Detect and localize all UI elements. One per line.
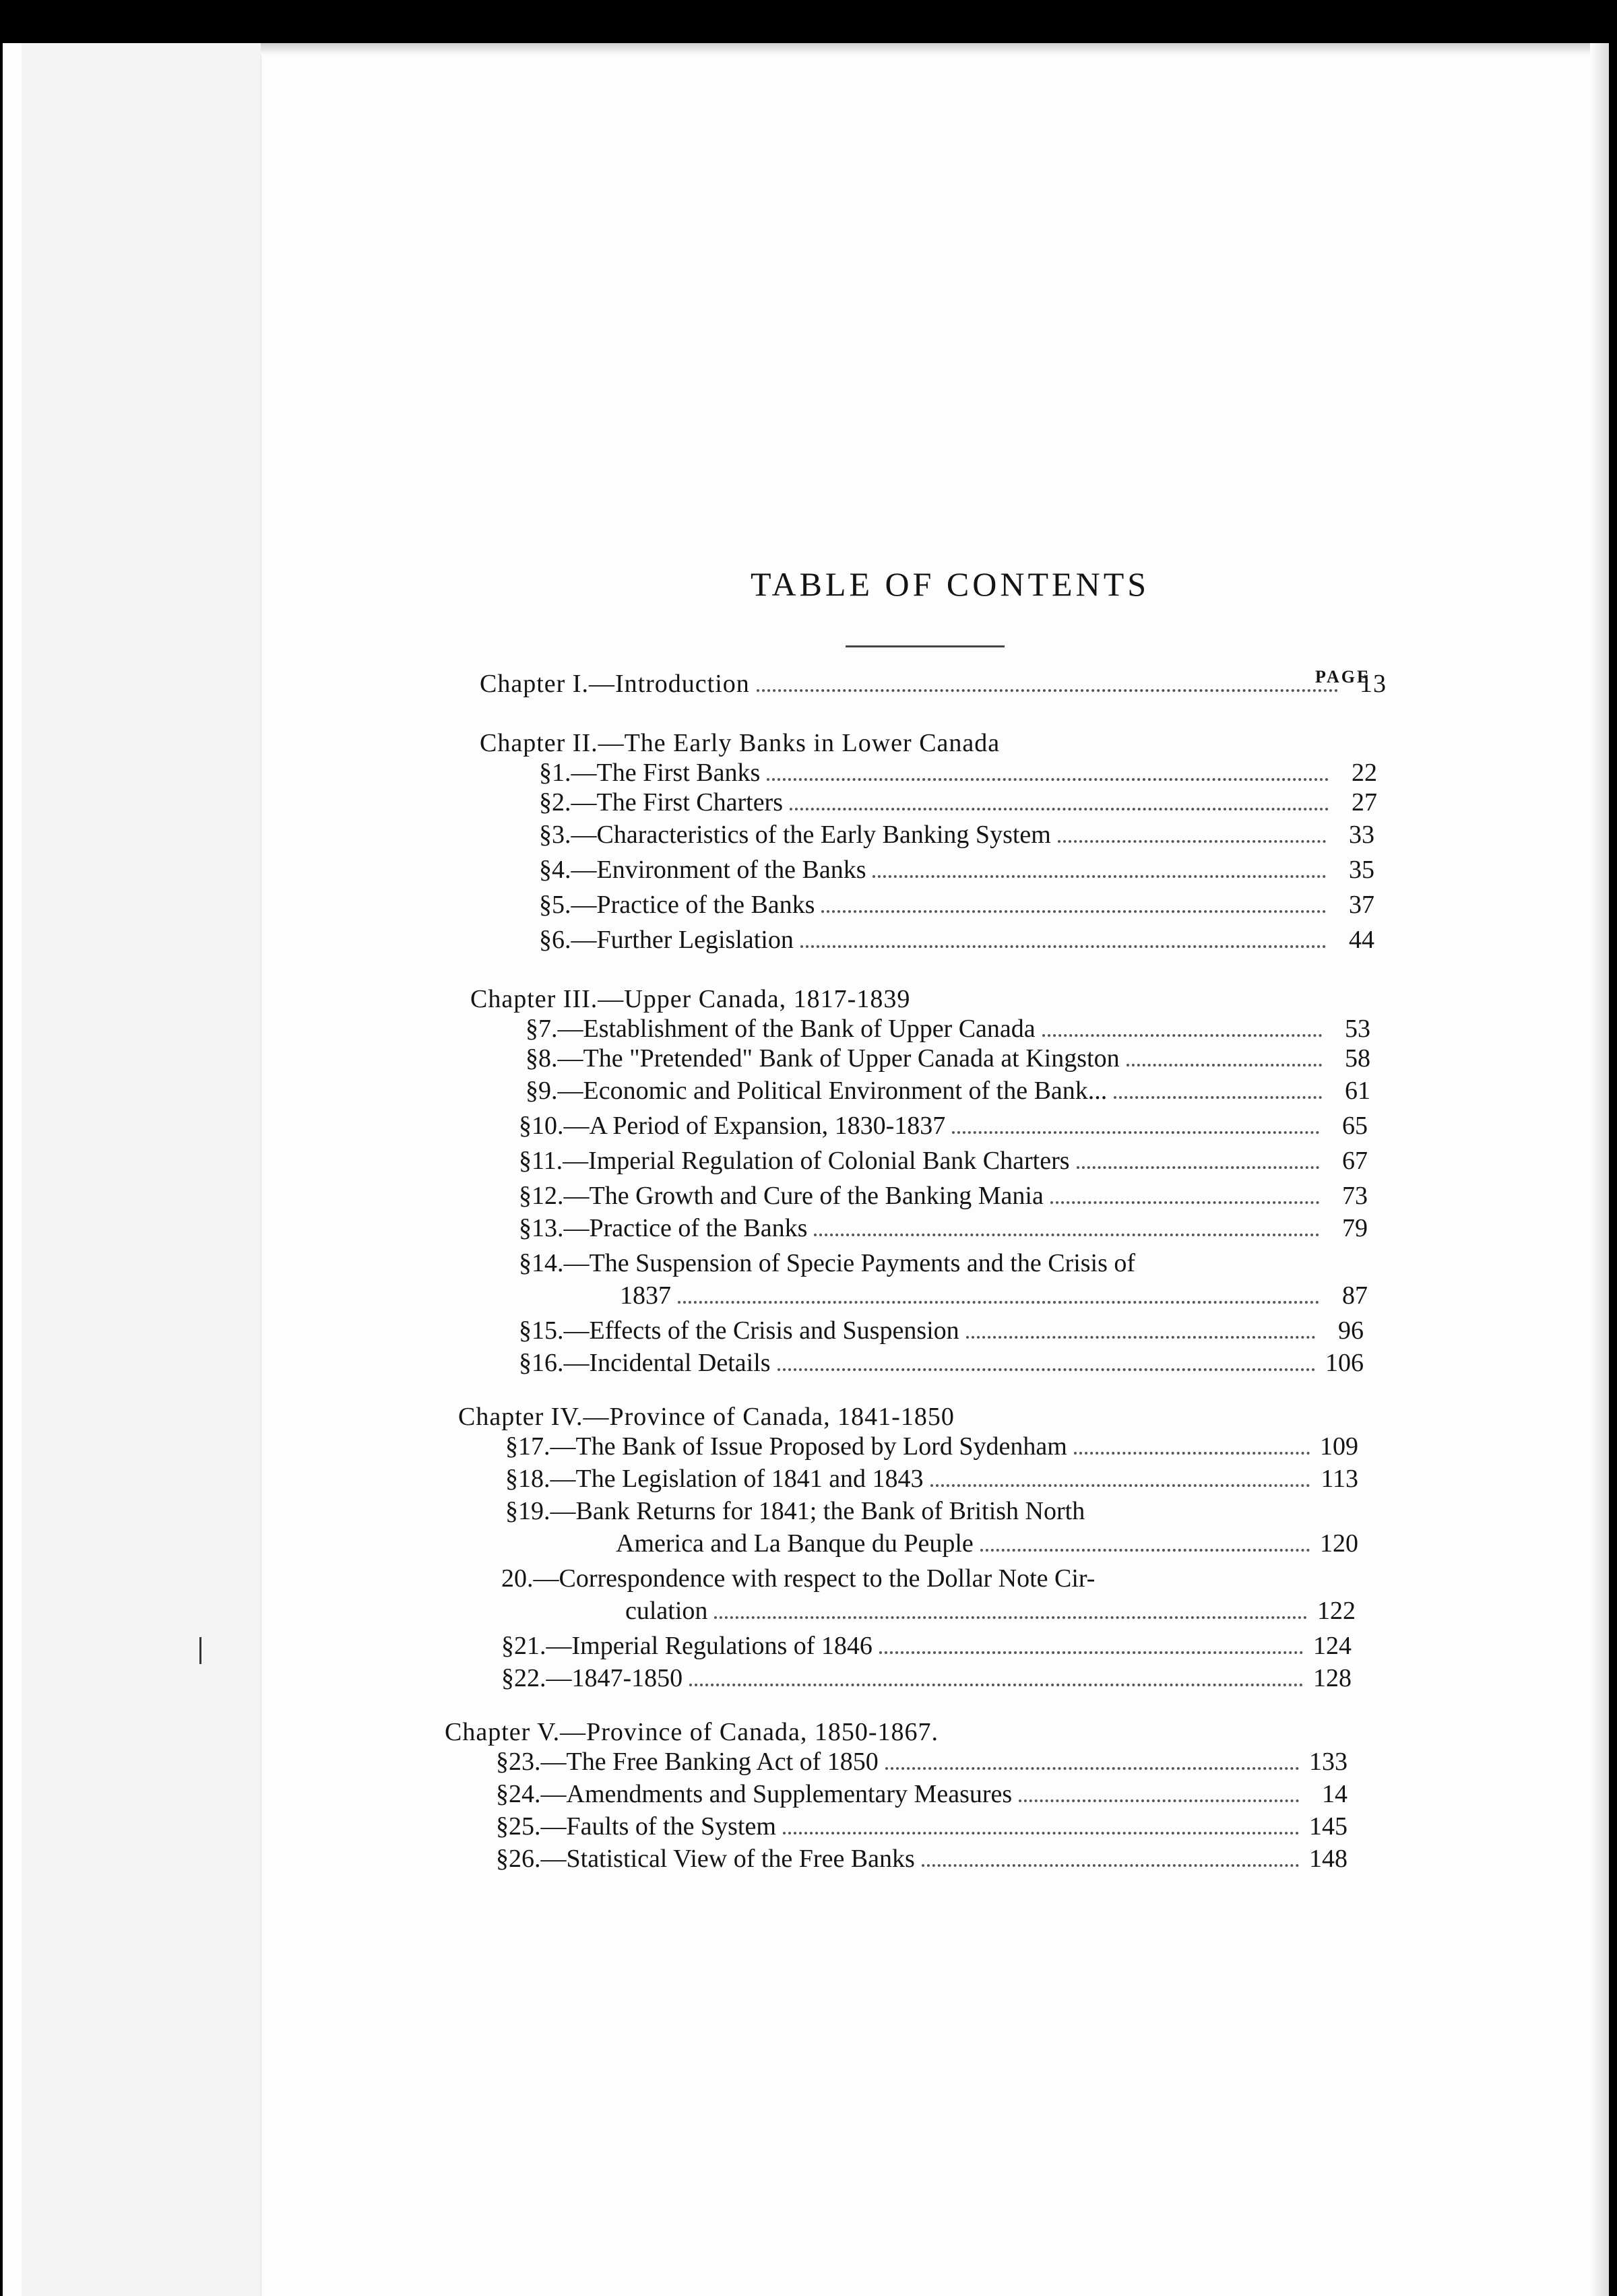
toc-page-number: 87 — [1342, 1281, 1368, 1310]
toc-entry — [526, 1013, 1370, 1044]
toc-entry-label: §17.—The Bank of Issue Proposed by Lord Sydenham — [505, 1432, 1067, 1461]
dot-leader — [1077, 1166, 1319, 1169]
toc-chapter-heading — [480, 668, 1387, 699]
dot-leader — [767, 778, 1329, 781]
toc-entry-label: §15.—Effects of the Crisis and Suspension — [519, 1316, 959, 1345]
toc-entry — [501, 1663, 1352, 1694]
toc-entry-label: §5.—Practice of the Banks — [539, 891, 815, 919]
toc-chapter-heading — [480, 728, 1387, 759]
dot-leader — [1050, 1201, 1319, 1204]
dot-leader — [778, 1368, 1315, 1371]
dot-leader — [922, 1864, 1299, 1867]
toc-page-number: 128 — [1313, 1664, 1352, 1692]
dot-leader — [1042, 1034, 1322, 1037]
toc-entry-label: Chapter V.—Province of Canada, 1850-1867. — [445, 1718, 939, 1746]
toc-entry-label: §8.—The "Pretended" Bank of Upper Canada at Kingston — [526, 1044, 1120, 1073]
toc-page-number: 96 — [1338, 1316, 1364, 1345]
toc-page-number: 122 — [1317, 1597, 1356, 1625]
dot-leader — [1074, 1452, 1310, 1455]
toc-page-number: 14 — [1322, 1780, 1348, 1808]
toc-entry-label: §10.—A Period of Expansion, 1830-1837 — [519, 1112, 946, 1140]
toc-page-number: 120 — [1320, 1529, 1358, 1558]
dot-leader — [678, 1301, 1319, 1304]
dot-leader — [1127, 1064, 1322, 1066]
toc-page-number: 133 — [1309, 1748, 1348, 1776]
toc-page-number: 22 — [1352, 759, 1377, 787]
toc-entry-continuation — [616, 1528, 1358, 1559]
dot-leader — [714, 1616, 1307, 1619]
toc-entry — [505, 1496, 1358, 1527]
dot-leader — [873, 875, 1326, 878]
toc-page-number: 65 — [1342, 1112, 1368, 1140]
toc-entry-continuation — [620, 1280, 1368, 1311]
toc-entry — [539, 889, 1374, 920]
toc-entry — [496, 1779, 1348, 1810]
toc-page-number: 124 — [1313, 1632, 1352, 1660]
toc-entry-label: §3.—Characteristics of the Early Banking System — [539, 821, 1051, 849]
toc-entry — [526, 1075, 1370, 1106]
toc-entry — [496, 1811, 1348, 1842]
toc-chapter-heading — [445, 1717, 1352, 1748]
toc-entry — [505, 1463, 1358, 1494]
toc-entry — [539, 757, 1377, 788]
toc-entry-label: §9.—Economic and Political Environment of the Bank... — [526, 1077, 1108, 1105]
toc-entry-label: §19.—Bank Returns for 1841; the Bank of British North — [505, 1497, 1085, 1525]
toc-entry — [539, 924, 1374, 955]
toc-page-number: 79 — [1342, 1214, 1368, 1242]
toc-entry-label: §14.—The Suspension of Specie Payments and the Crisis of — [519, 1249, 1136, 1277]
dot-leader — [879, 1651, 1303, 1654]
toc-page-number: 67 — [1342, 1147, 1368, 1175]
toc-entry-label: §11.—Imperial Regulation of Colonial Bank Charters — [519, 1147, 1070, 1175]
toc-page-number: 148 — [1309, 1845, 1348, 1873]
toc-entry-label: America and La Banque du Peuple — [616, 1529, 974, 1558]
toc-entry-label: §21.—Imperial Regulations of 1846 — [501, 1632, 873, 1660]
dot-leader — [783, 1832, 1299, 1835]
toc-page-number: 109 — [1320, 1432, 1358, 1461]
toc-entry-label: §4.—Environment of the Banks — [539, 856, 866, 884]
dot-leader — [1019, 1799, 1299, 1802]
toc-entry — [496, 1746, 1348, 1777]
toc-page-number: 44 — [1349, 926, 1374, 954]
dot-leader — [800, 945, 1326, 948]
page-column-heading: PAGE — [1315, 667, 1371, 687]
toc-page-number: 27 — [1352, 788, 1377, 817]
toc-entry-label: 20.—Correspondence with respect to the Dollar Note Cir- — [501, 1564, 1096, 1593]
dot-leader — [930, 1484, 1310, 1487]
dot-leader — [1114, 1096, 1322, 1099]
toc-entry-label: §1.—The First Banks — [539, 759, 761, 787]
toc-entry-label: 1837 — [620, 1281, 671, 1310]
toc-page-number: 33 — [1349, 821, 1374, 849]
toc-page-number: 58 — [1345, 1044, 1370, 1073]
toc-entry — [519, 1110, 1368, 1141]
dot-leader — [966, 1336, 1315, 1339]
toc-page-number: 53 — [1345, 1015, 1370, 1043]
dot-leader — [689, 1684, 1303, 1686]
toc-entry-label: §7.—Establishment of the Bank of Upper Canada — [526, 1015, 1036, 1043]
toc-entry-label: §18.—The Legislation of 1841 and 1843 — [505, 1465, 924, 1493]
toc-page-number: 145 — [1309, 1812, 1348, 1841]
dot-leader — [821, 910, 1326, 913]
toc-entry — [496, 1843, 1348, 1874]
toc-entry-continuation — [625, 1595, 1356, 1626]
toc-page-number: 106 — [1325, 1349, 1364, 1377]
toc-entry — [505, 1431, 1358, 1462]
toc-entry — [501, 1630, 1352, 1661]
toc-page-number: 73 — [1342, 1182, 1368, 1210]
toc-entry — [519, 1145, 1368, 1176]
toc-entry-label: Chapter IV.—Province of Canada, 1841-1850 — [458, 1403, 955, 1431]
toc-entry-label: §16.—Incidental Details — [519, 1349, 771, 1377]
dot-leader — [952, 1131, 1319, 1134]
toc-entry-label: §2.—The First Charters — [539, 788, 784, 817]
toc-entry — [519, 1248, 1368, 1279]
dot-leader — [814, 1234, 1319, 1236]
toc-entry-label: culation — [625, 1597, 708, 1625]
toc-entry-label: Chapter II.—The Early Banks in Lower Canada — [480, 729, 1001, 757]
toc-entry-label: §6.—Further Legislation — [539, 926, 794, 954]
toc-entry-label: §13.—Practice of the Banks — [519, 1214, 808, 1242]
toc-entry — [539, 854, 1374, 885]
toc-entry-label: §12.—The Growth and Cure of the Banking Mania — [519, 1182, 1044, 1210]
toc-entry-label: §26.—Statistical View of the Free Banks — [496, 1845, 915, 1873]
dot-leader — [1058, 840, 1326, 843]
dot-leader — [757, 689, 1338, 692]
toc-entry-label: §22.—1847-1850 — [501, 1664, 683, 1692]
toc-entry — [519, 1347, 1364, 1378]
dot-leader — [790, 808, 1329, 810]
toc-entry-label: §25.—Faults of the System — [496, 1812, 776, 1841]
toc-page-number: 13 — [1360, 670, 1387, 698]
toc-entry — [519, 1315, 1364, 1346]
toc-page-number: 113 — [1321, 1465, 1358, 1493]
toc-entry — [519, 1213, 1368, 1244]
dot-leader — [980, 1549, 1310, 1552]
page-title: TABLE OF CONTENTS — [750, 565, 1150, 603]
toc-entry — [539, 819, 1374, 850]
toc-page-number: 35 — [1349, 856, 1374, 884]
dot-leader — [885, 1767, 1299, 1770]
toc-chapter-heading — [458, 1401, 1364, 1432]
toc-chapter-heading — [470, 984, 1374, 1015]
toc-page-number: 61 — [1345, 1077, 1370, 1105]
toc-entry-label: §24.—Amendments and Supplementary Measures — [496, 1780, 1013, 1808]
toc-page-number: 37 — [1349, 891, 1374, 919]
toc-entry — [519, 1180, 1368, 1211]
toc-entry — [501, 1563, 1356, 1594]
toc-entry — [539, 787, 1377, 818]
toc-entry — [526, 1043, 1370, 1074]
toc-entry-label: Chapter III.—Upper Canada, 1817-1839 — [470, 985, 911, 1013]
toc-entry-label: Chapter I.—Introduction — [480, 670, 750, 698]
toc-entry-label: §23.—The Free Banking Act of 1850 — [496, 1748, 879, 1776]
